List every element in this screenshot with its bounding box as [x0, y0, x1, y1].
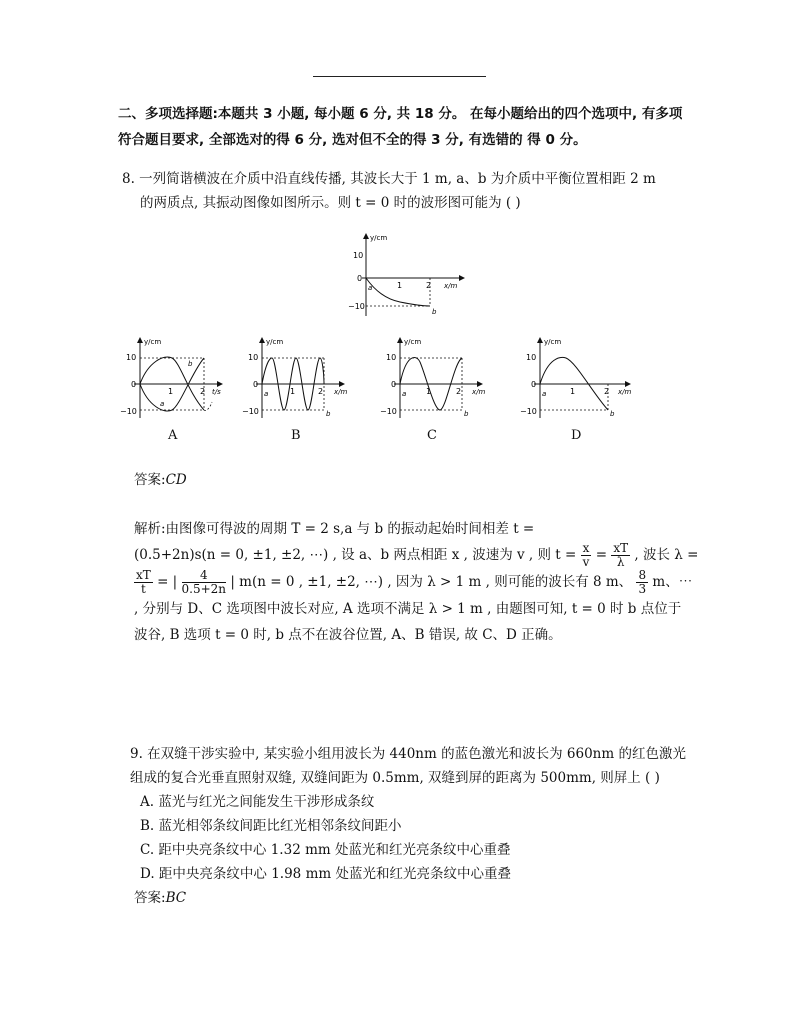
b-xtick-1: 1 — [290, 387, 296, 396]
a-ytick-bottom: −10 — [120, 407, 137, 416]
section-heading-line1: 二、多项选择题:本题共 3 小题, 每小题 6 分, 共 18 分。 在每小题给出的四个选项中, 有多项 — [118, 106, 683, 122]
analysis-line3c: m、⋯ — [652, 574, 693, 590]
q9-stem — [130, 742, 720, 790]
analysis-line4: , 分别与 D、C 选项图中波长对应, A 选项不满足 λ > 1 m , 由题图可知, t = 0 时 b 点位于 — [134, 601, 682, 617]
q8-analysis — [134, 516, 724, 648]
c-xtick-2: 2 — [456, 387, 462, 396]
frac3-num: xT — [136, 568, 151, 582]
d-xlabel: x/m — [618, 388, 632, 396]
frac5-num: 8 — [638, 568, 647, 582]
main-ytick-top: 10 — [353, 251, 364, 260]
a-curve-a: a — [160, 400, 165, 408]
q8-main-graph — [340, 228, 470, 320]
q9-stem-line2: 组成的复合光垂直照射双缝, 双缝间距为 0.5mm, 双缝到屏的距离为 500mm, 则屏上 ( ) — [130, 770, 660, 786]
d-ytick-zero: 0 — [531, 380, 537, 389]
q9-choices — [140, 790, 730, 886]
a-xlabel: t/s — [212, 388, 221, 396]
analysis-eq: = — [595, 547, 608, 563]
main-xlabel: x/m — [444, 282, 458, 290]
a-ylabel: y/cm — [144, 338, 162, 346]
q8-stem — [122, 167, 712, 215]
c-ylabel: y/cm — [404, 338, 422, 346]
b-ylabel: y/cm — [266, 338, 284, 346]
q8-option-a-graph — [118, 332, 228, 422]
d-ytick-bottom: −10 — [520, 407, 537, 416]
analysis-line5: 波谷, B 选项 t = 0 时, b 点不在波谷位置, A、B 错误, 故 C、D 正确。 — [134, 627, 562, 643]
analysis-line1: 解析:由图像可得波的周期 T = 2 s,a 与 b 的振动起始时间相差 t = — [134, 521, 535, 537]
b-ytick-top: 10 — [248, 353, 259, 362]
main-point-a: a — [368, 284, 373, 292]
q8-answer-value: CD — [165, 472, 187, 488]
analysis-line3b: | m(n = 0 , ±1, ±2, ⋯) , 因为 λ > 1 m , 则可能的波长有 8 m、 — [230, 574, 633, 590]
q8-answer — [134, 468, 724, 492]
q9-answer-label: 答案: — [134, 890, 166, 906]
analysis-line3a: = | — [157, 574, 178, 590]
analysis-frac-8-over-3 — [636, 569, 648, 596]
q8-option-c-graph — [378, 332, 488, 422]
analysis-frac-xT-over-lambda — [611, 542, 630, 569]
analysis-line2b: , 波长 λ = — [634, 547, 699, 563]
q8-option-b-graph — [240, 332, 350, 422]
analysis-line2 — [134, 542, 724, 569]
q8-option-c-label: C — [427, 428, 437, 443]
q9-choice-a: A. 蓝光与红光之间能发生干涉形成条纹 — [140, 794, 375, 810]
main-ylabel: y/cm — [370, 234, 388, 242]
q8-stem-line2: 的两质点, 其振动图像如图所示。则 t = 0 时的波形图可能为 ( ) — [140, 195, 521, 211]
main-point-b: b — [432, 308, 437, 316]
c-point-b: b — [464, 410, 469, 418]
q8-option-d-graph — [518, 332, 638, 422]
a-ytick-zero: 0 — [131, 380, 137, 389]
d-point-a: a — [542, 390, 547, 398]
b-ytick-zero: 0 — [253, 380, 259, 389]
c-point-a: a — [402, 390, 407, 398]
frac4-den: 0.5+2n — [181, 582, 227, 596]
a-curve-ext — [204, 402, 212, 411]
analysis-frac-4-over — [182, 569, 227, 596]
b-xlabel: x/m — [334, 388, 348, 396]
d-xtick-1: 1 — [570, 387, 576, 396]
analysis-line2a: (0.5+2n)s(n = 0, ±1, ±2, ⋯) , 设 a、b 两点相距 x , 波速为 v , 则 t = — [134, 547, 577, 563]
q8-stem-line1: 8. 一列简谐横波在介质中沿直线传播, 其波长大于 1 m, a、b 为介质中平衡位置相距 2 m — [122, 171, 656, 187]
b-ytick-bottom: −10 — [242, 407, 259, 416]
q8-option-d-label: D — [571, 428, 582, 443]
b-point-a: a — [264, 390, 269, 398]
header-rule — [313, 76, 486, 77]
main-ytick-bottom: −10 — [348, 302, 365, 311]
section-heading-line2: 符合题目要求, 全部选对的得 6 分, 选对但不全的得 3 分, 有选错的 得 0 分。 — [118, 132, 587, 148]
a-curve-b: b — [188, 360, 193, 368]
b-xtick-2: 2 — [318, 387, 324, 396]
main-xtick-2: 2 — [426, 281, 432, 290]
frac1-num: x — [582, 541, 590, 555]
q8-option-b-label: B — [291, 428, 301, 443]
analysis-line3 — [134, 569, 724, 596]
frac2-den: λ — [616, 555, 625, 569]
analysis-frac-x-over-v — [581, 542, 592, 569]
q9-choice-c: C. 距中央亮条纹中心 1.32 mm 处蓝光和红光亮条纹中心重叠 — [140, 842, 511, 858]
a-xtick-2: 2 — [200, 387, 206, 396]
main-ytick-zero: 0 — [357, 274, 363, 283]
d-ytick-top: 10 — [526, 353, 537, 362]
q8-option-a-label: A — [168, 428, 178, 443]
q9-answer-value: BC — [165, 890, 187, 906]
frac1-den: v — [582, 555, 590, 569]
c-ytick-top: 10 — [386, 353, 397, 362]
c-ytick-bottom: −10 — [380, 407, 397, 416]
d-ylabel: y/cm — [544, 338, 562, 346]
q9-stem-line1: 9. 在双缝干涉实验中, 某实验小组用波长为 440nm 的蓝色激光和波长为 660nm 的红色激光 — [130, 746, 686, 762]
b-point-b: b — [326, 410, 331, 418]
main-xtick-1: 1 — [397, 281, 403, 290]
d-point-b: b — [610, 410, 615, 418]
c-xlabel: x/m — [472, 388, 486, 396]
frac2-num: xT — [613, 541, 629, 555]
a-ytick-top: 10 — [126, 353, 137, 362]
frac5-den: 3 — [638, 582, 647, 596]
analysis-frac-xT-over-t — [134, 569, 153, 596]
q8-answer-label: 答案: — [134, 472, 166, 488]
section-heading — [118, 101, 698, 153]
q9-choice-b: B. 蓝光相邻条纹间距比红光相邻条纹间距小 — [140, 818, 402, 834]
q9-choice-d: D. 距中央亮条纹中心 1.98 mm 处蓝光和红光亮条纹中心重叠 — [140, 866, 511, 882]
a-xtick-1: 1 — [168, 387, 174, 396]
d-xtick-2: 2 — [604, 387, 610, 396]
q9-answer — [134, 886, 724, 910]
frac4-num: 4 — [182, 569, 227, 583]
c-xtick-1: 1 — [426, 387, 432, 396]
frac3-den: t — [140, 582, 146, 596]
c-ytick-zero: 0 — [391, 380, 397, 389]
